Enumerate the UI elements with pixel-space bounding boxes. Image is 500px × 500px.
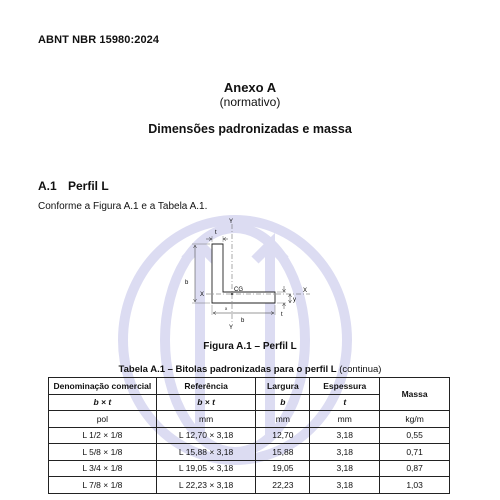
table-row [49, 444, 450, 461]
table-row [49, 460, 450, 477]
annex-type: (normativo) [219, 95, 281, 109]
dim-x-label: x [225, 306, 228, 311]
table-units-row [49, 411, 450, 428]
annex-title: Anexo A [223, 80, 277, 95]
cell-massa: 0,87 [380, 460, 450, 477]
cell-referencia: L 22,23 × 3,18 [156, 477, 256, 494]
cell-espessura: 3,18 [310, 444, 380, 461]
y-axis-label-top: Y [229, 219, 234, 225]
dimensions-table [48, 377, 450, 494]
cell-denominacao: L 3/4 × 1/8 [49, 460, 157, 477]
table-header-row [49, 378, 450, 395]
cell-denominacao: L 7/8 × 1/8 [49, 477, 157, 494]
cell-massa: 0,71 [380, 444, 450, 461]
unit-cell: mm [310, 411, 380, 428]
annex-subtitle: Dimensões padronizadas e massa [148, 122, 352, 136]
intro-paragraph: Conforme a Figura A.1 e a Tabela A.1. [38, 201, 208, 212]
cell-massa: 0,55 [380, 427, 450, 444]
table-caption-continues: (continua) [336, 364, 382, 375]
symbol-cell: b [256, 394, 310, 411]
y-axis-label-bottom: Y [229, 325, 234, 331]
unit-cell: mm [156, 411, 256, 428]
cell-espessura: 3,18 [310, 460, 380, 477]
symbol-cell: b × t [49, 394, 157, 411]
unit-cell: kg/m [380, 411, 450, 428]
header-denominacao: Denominação comercial [49, 378, 157, 395]
cg-point [231, 293, 233, 295]
l-profile-figure [170, 212, 330, 332]
header-espessura: Espessura [310, 378, 380, 395]
figure-caption: Figura A.1 – Perfil L [203, 341, 297, 352]
cell-largura: 19,05 [256, 460, 310, 477]
unit-cell: pol [49, 411, 157, 428]
cg-label: CG [234, 287, 243, 293]
table-row [49, 477, 450, 494]
cell-referencia: L 19,05 × 3,18 [156, 460, 256, 477]
table-caption-title: Tabela A.1 – Bitolas padronizadas para o perfil L [118, 364, 337, 375]
table-caption [0, 364, 500, 375]
cell-denominacao: L 5/8 × 1/8 [49, 444, 157, 461]
cell-referencia: L 12,70 × 3,18 [156, 427, 256, 444]
dim-t-top-label: t [215, 230, 217, 236]
cell-denominacao: L 1/2 × 1/8 [49, 427, 157, 444]
unit-cell: mm [256, 411, 310, 428]
header-massa: Massa [380, 378, 450, 411]
cell-espessura: 3,18 [310, 427, 380, 444]
x-axis-label-right: X [303, 288, 308, 294]
header-largura: Largura [256, 378, 310, 395]
dim-y-label: y [293, 297, 296, 303]
dim-y [289, 294, 292, 303]
section-heading [38, 179, 109, 193]
symbol-cell: t [310, 394, 380, 411]
table-row [49, 427, 450, 444]
dim-b-vertical-label: b [185, 280, 189, 286]
dim-t-right-label: t [281, 312, 283, 318]
section-title: Perfil L [68, 179, 109, 193]
cell-largura: 22,23 [256, 477, 310, 494]
cell-referencia: L 15,88 × 3,18 [156, 444, 256, 461]
cell-massa: 1,03 [380, 477, 450, 494]
dim-t-top [206, 238, 228, 241]
cell-largura: 15,88 [256, 444, 310, 461]
x-axis-label-left: X [200, 292, 205, 298]
header-referencia: Referência [156, 378, 256, 395]
cell-largura: 12,70 [256, 427, 310, 444]
standard-code: ABNT NBR 15980:2024 [38, 34, 160, 46]
section-number: A.1 [38, 179, 57, 193]
dim-b-horizontal-label: b [241, 318, 245, 324]
cell-espessura: 3,18 [310, 477, 380, 494]
dim-t-right [283, 286, 286, 309]
symbol-cell: b × t [156, 394, 256, 411]
